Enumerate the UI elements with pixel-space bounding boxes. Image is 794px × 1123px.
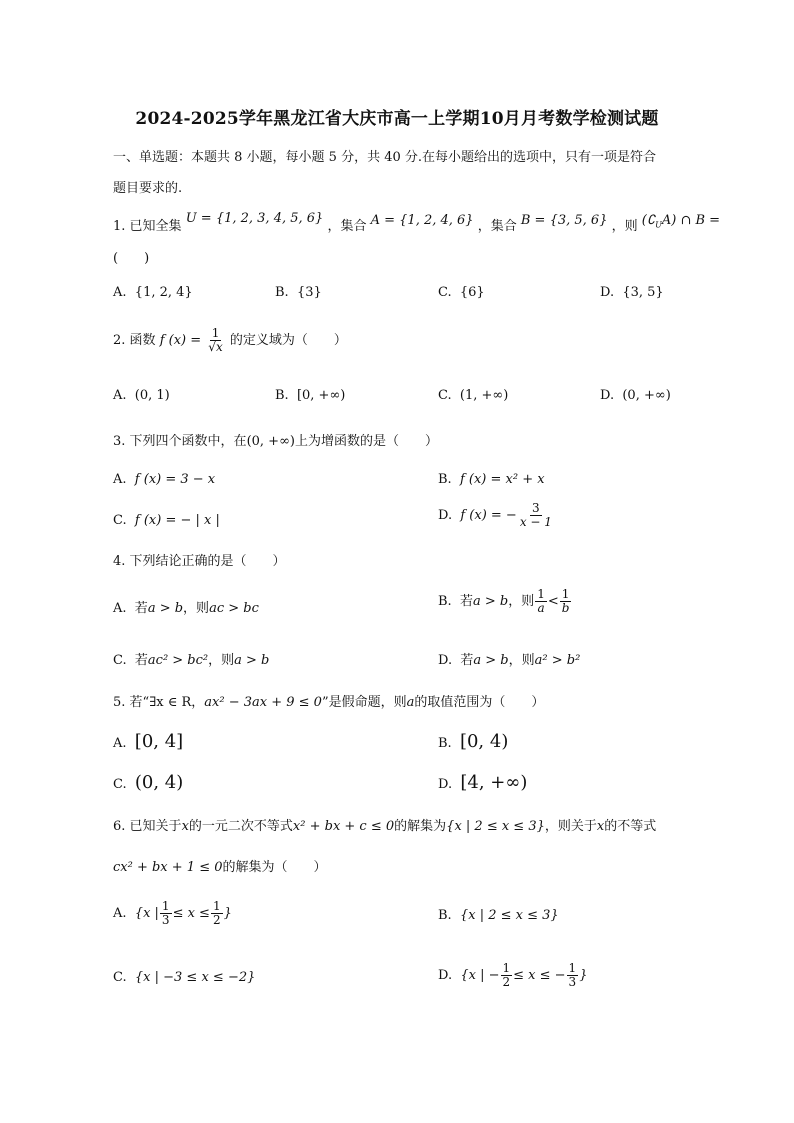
- question-text: 的定义域为（ ）: [229, 333, 347, 348]
- q2-option-a[interactable]: A. (0, 1): [113, 388, 170, 403]
- q1-option-c[interactable]: C. {6}: [438, 285, 485, 300]
- question-text: 已知关于: [129, 819, 182, 834]
- complement-expression: $(∁_UA)$ ∩ B =: [641, 213, 721, 230]
- q6-option-c[interactable]: C. {x | −3 ≤ x ≤ −2}: [113, 970, 256, 985]
- q1-option-a[interactable]: A. {1, 2, 4}: [113, 285, 193, 300]
- q4-option-b[interactable]: B. 若a > b，则 $\frac{1}{a}$ < $\frac{1}{b}$: [438, 587, 570, 615]
- set-u-expression: U = {1, 2, 3, 4, 5, 6}: [185, 211, 324, 226]
- fraction: $\frac{1}{3}$: [568, 961, 577, 989]
- q5-option-d[interactable]: D. [4, +∞): [438, 772, 528, 793]
- variable: x: [181, 819, 189, 834]
- q4-option-c[interactable]: C. 若ac² > bc²，则a > b: [113, 653, 270, 668]
- question-number: 4.: [113, 554, 126, 569]
- question-text: 下列四个函数中，在: [129, 434, 247, 449]
- question-6-stem: [113, 815, 656, 834]
- variable: a: [406, 695, 415, 710]
- question-text: ，则: [611, 219, 638, 234]
- solution-set-expression: {x | 2 ≤ x ≤ 3}: [446, 819, 545, 834]
- fraction: $\frac{1}{2}$: [212, 899, 221, 927]
- q6-option-a[interactable]: A. {x | $\frac{1}{3}$ ≤ x ≤ $\frac{1}{2}$ }: [113, 899, 232, 927]
- q3-option-b[interactable]: B. f (x) = x² + x: [438, 472, 545, 487]
- fraction: $\frac{1}{√x}$: [208, 326, 223, 354]
- fraction: $\frac{1}{a}$: [537, 587, 545, 615]
- question-text: 的解集为: [394, 819, 447, 834]
- question-4-stem: [113, 550, 286, 569]
- q1-option-d[interactable]: D. {3, 5}: [600, 285, 664, 300]
- section-instruction-line1: 一、单选题：本题共 8 小题，每小题 5 分，共 40 分.在每小题给出的选项中，只有一项是符合: [113, 150, 657, 165]
- question-text: ，集合: [327, 219, 367, 234]
- fraction: $\frac{1}{2}$: [502, 961, 511, 989]
- section-instruction-line2: 题目要求的.: [113, 181, 183, 196]
- question-text: 的一元二次不等式: [188, 819, 293, 834]
- inequality-expression: cx² + bx + 1 ≤ 0: [113, 860, 223, 875]
- inequality-expression: ax² − 3ax + 9 ≤ 0: [204, 695, 322, 710]
- question-number: 6.: [113, 819, 126, 834]
- fraction: $\frac{1}{3}$: [161, 899, 170, 927]
- question-text: ，集合: [477, 219, 517, 234]
- q3-option-a[interactable]: A. f (x) = 3 − x: [113, 472, 216, 487]
- q4-option-a[interactable]: A. 若a > b，则ac > bc: [113, 601, 259, 616]
- question-text: ，则关于: [544, 819, 597, 834]
- q5-option-c[interactable]: C. (0, 4): [113, 772, 184, 793]
- question-number: 3.: [113, 434, 126, 449]
- interval-expression: (0, +∞): [246, 434, 295, 449]
- q5-option-b[interactable]: B. [0, 4): [438, 731, 509, 752]
- question-5-stem: [113, 691, 544, 710]
- question-text: 下列结论正确的是（ ）: [129, 554, 286, 569]
- q2-option-b[interactable]: B. [0, +∞): [275, 388, 346, 403]
- q1-option-b[interactable]: B. {3}: [275, 285, 322, 300]
- q5-option-a[interactable]: A. [0, 4]: [113, 731, 184, 752]
- fraction: $\frac{3}{x - 1}$: [519, 501, 552, 529]
- question-1-paren: ( ): [113, 251, 150, 266]
- page-title: 2024-2025学年黑龙江省大庆市高一上学期10月月考数学检测试题: [135, 109, 659, 129]
- question-text: 的取值范围为（ ）: [414, 695, 545, 710]
- question-text: 若“∃x ∈ R，: [129, 695, 205, 710]
- question-1-stem: [113, 211, 721, 236]
- question-text: 的不等式: [604, 819, 657, 834]
- question-text: 已知全集: [129, 219, 182, 234]
- function-expression: f (x) =: [159, 333, 202, 348]
- fraction: $\frac{1}{b}$: [561, 587, 570, 615]
- q6-option-b[interactable]: B. {x | 2 ≤ x ≤ 3}: [438, 908, 559, 923]
- question-2-stem: [113, 327, 347, 354]
- q2-option-c[interactable]: C. (1, +∞): [438, 388, 509, 403]
- set-a-expression: A = {1, 2, 4, 6}: [370, 213, 474, 228]
- q6-option-d[interactable]: D. {x | − $\frac{1}{2}$ ≤ x ≤ − $\frac{1}{3}$ }: [438, 961, 588, 989]
- question-6-stem-line2: [113, 856, 327, 875]
- q3-option-c[interactable]: C. f (x) = − | x |: [113, 513, 220, 528]
- question-text: ”是假命题，则: [321, 695, 407, 710]
- variable: x: [596, 819, 605, 834]
- question-text: 上为增函数的是（ ）: [294, 434, 438, 449]
- question-number: 1.: [113, 219, 126, 234]
- question-number: 2.: [113, 333, 126, 348]
- question-number: 5.: [113, 695, 126, 710]
- q2-option-d[interactable]: D. (0, +∞): [600, 388, 671, 403]
- question-text: 的解集为（ ）: [222, 860, 327, 875]
- q3-option-d[interactable]: D. f (x) = − $\frac{3}{x - 1}$: [438, 501, 552, 529]
- set-b-expression: B = {3, 5, 6}: [520, 213, 608, 228]
- inequality-expression: x² + bx + c ≤ 0: [292, 819, 395, 834]
- q4-option-d[interactable]: D. 若a > b，则a² > b²: [438, 653, 581, 668]
- question-3-stem: [113, 430, 438, 449]
- question-text: 函数: [129, 333, 156, 348]
